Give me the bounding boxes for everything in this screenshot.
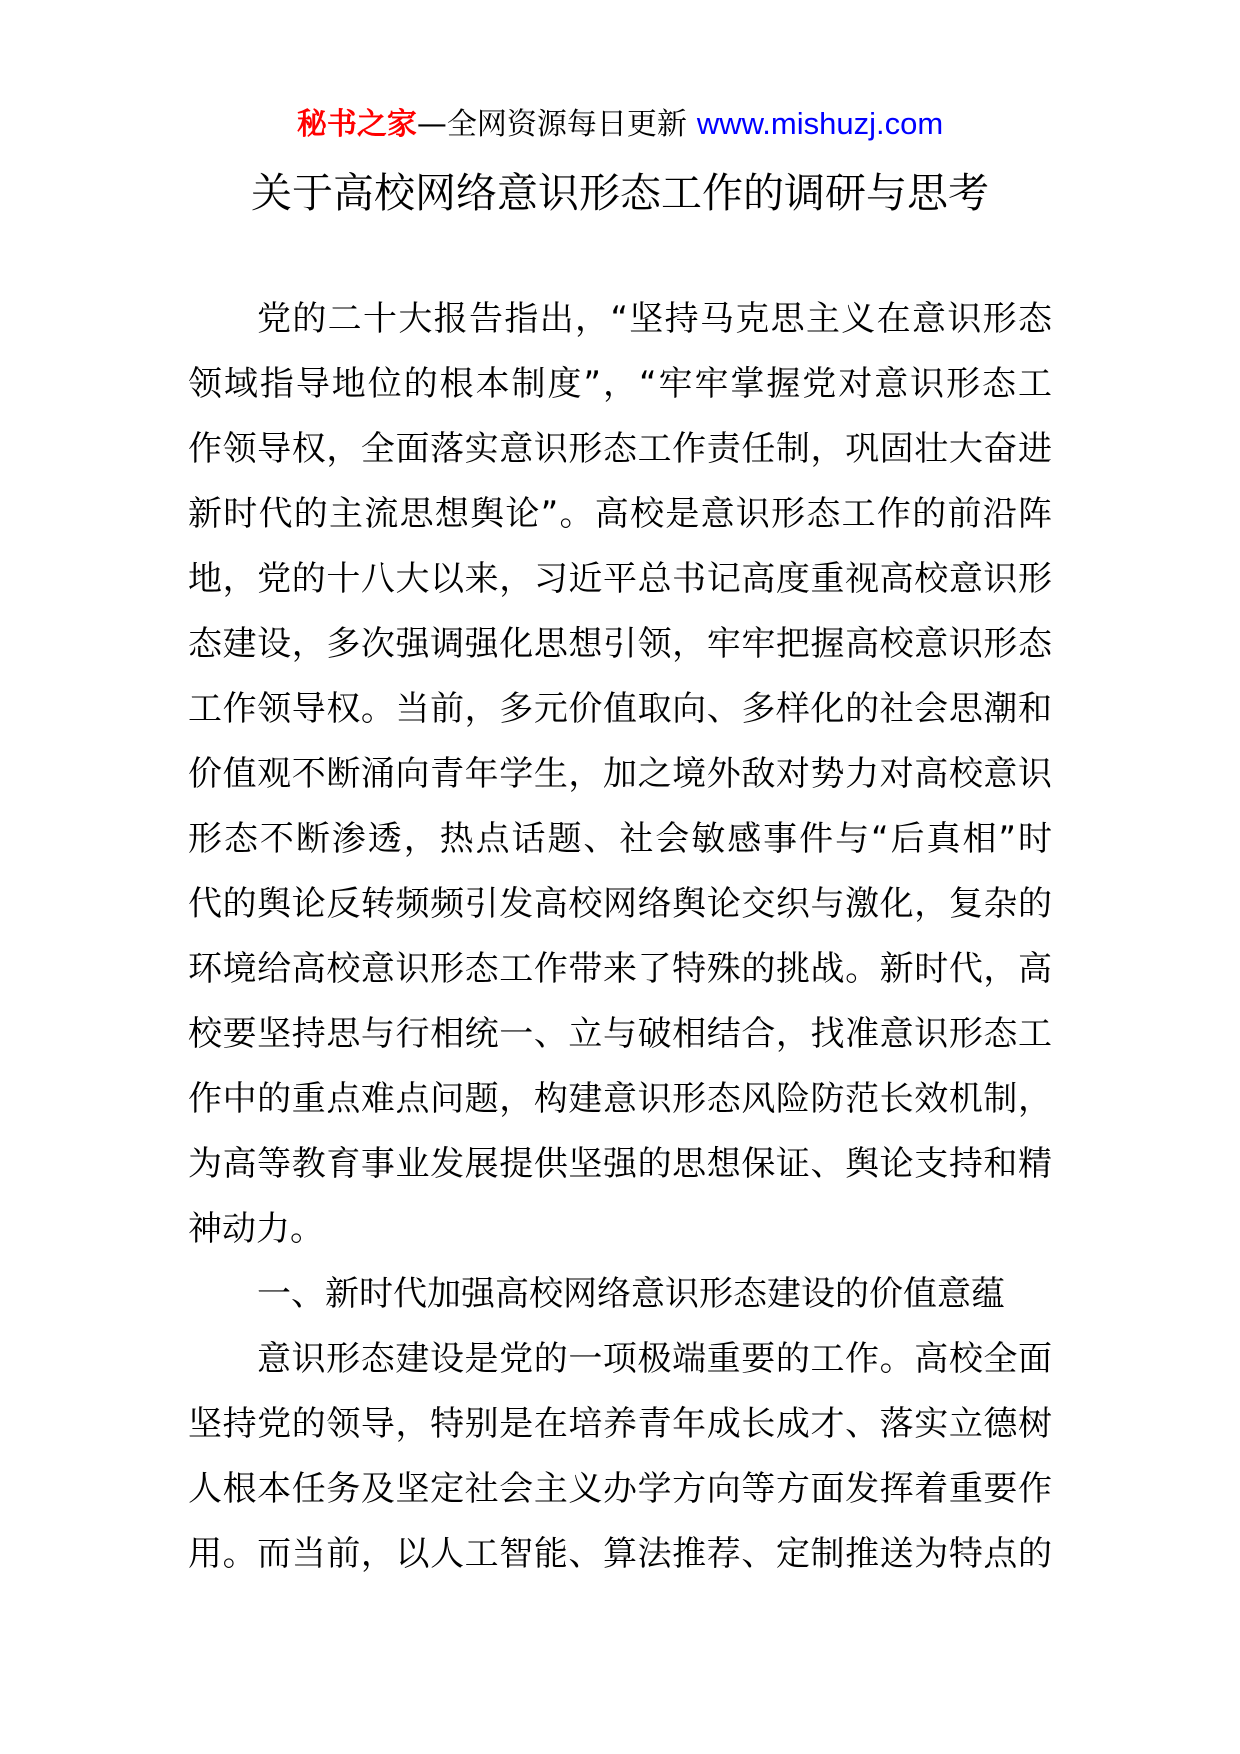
paragraph-line: 为高等教育事业发展提供坚强的思想保证、舆论支持和精	[188, 1144, 1052, 1184]
paragraph-line: 意识形态建设是党的一项极端重要的工作。高校全面	[257, 1339, 1052, 1379]
paragraph-line: 作领导权，全面落实意识形态工作责任制，巩固壮大奋进	[188, 429, 1052, 469]
site-banner	[0, 102, 1240, 147]
document-title: 关于高校网络意识形态工作的调研与思考	[251, 169, 989, 217]
paragraph-line: 校要坚持思与行相统一、立与破相结合，找准意识形态工	[188, 1014, 1052, 1054]
paragraph-line: 用。而当前，以人工智能、算法推荐、定制推送为特点的	[188, 1534, 1052, 1574]
paragraph-line: 形态不断渗透，热点话题、社会敏感事件与“后真相”时	[188, 819, 1052, 859]
paragraph-line: 环境给高校意识形态工作带来了特殊的挑战。新时代，高	[188, 949, 1052, 989]
paragraph-2	[188, 1327, 1052, 1587]
paragraph-line: 态建设，多次强调强化思想引领，牢牢把握高校意识形态	[188, 624, 1052, 664]
site-tagline: —全网资源每日更新	[416, 107, 687, 142]
paragraph-line: 新时代的主流思想舆论”。高校是意识形态工作的前沿阵	[188, 494, 1052, 534]
paragraph-line: 作中的重点难点问题，构建意识形态风险防范长效机制，	[188, 1079, 1052, 1119]
paragraph-line: 地，党的十八大以来，习近平总书记高度重视高校意识形	[188, 559, 1052, 599]
paragraph-line: 领域指导地位的根本制度”，“牢牢掌握党对意识形态工	[188, 364, 1052, 404]
paragraph-line: 代的舆论反转频频引发高校网络舆论交织与激化，复杂的	[188, 884, 1052, 924]
section-heading: 一、新时代加强高校网络意识形态建设的价值意蕴	[257, 1274, 1005, 1314]
paragraph-1	[188, 287, 1052, 1262]
site-brand: 秘书之家	[296, 107, 417, 142]
paragraph-line: 价值观不断涌向青年学生，加之境外敌对势力对高校意识	[188, 754, 1052, 794]
document-body	[188, 287, 1052, 1587]
paragraph-line: 神动力。	[188, 1209, 324, 1249]
site-url-link[interactable]: www.mishuzj.com	[696, 106, 944, 141]
paragraph-line: 人根本任务及坚定社会主义办学方向等方面发挥着重要作	[188, 1469, 1052, 1509]
paragraph-line: 工作领导权。当前，多元价值取向、多样化的社会思潮和	[188, 689, 1052, 729]
paragraph-line: 党的二十大报告指出，“坚持马克思主义在意识形态	[257, 299, 1052, 339]
paragraph-line: 坚持党的领导，特别是在培养青年成长成才、落实立德树	[188, 1404, 1052, 1444]
